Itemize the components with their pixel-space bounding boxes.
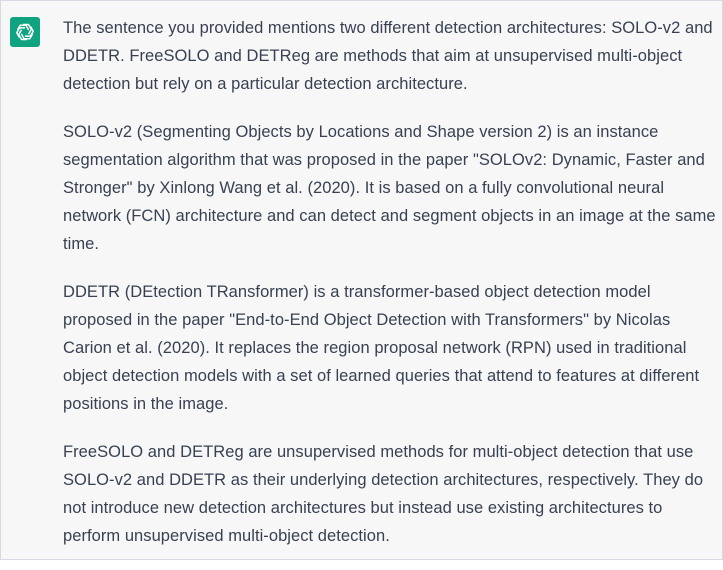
message-paragraph-2: SOLO-v2 (Segmenting Objects by Locations and Shape version 2) is an instance segmentation algorithm that was proposed in the paper "SOLOv2: Dynamic, Faster and Stronger" by Xinlong Wang et al. (2020). It is based on a fully convolutional neural network (FCN) architecture and can detect and segment objects in an image at the same time.: [63, 123, 716, 253]
assistant-avatar: [10, 17, 40, 47]
openai-logo-icon: [14, 21, 36, 43]
message-paragraph-3: DDETR (DEtection TRansformer) is a transformer-based object detection model proposed in the paper "End-to-End Object Detection with Transformers" by Nicolas Carion et al. (2020). It replaces the region proposal network (RPN) used in traditional object detection models with a set of learned queries that attend to features at different positions in the image.: [63, 283, 700, 413]
message-paragraph-1: The sentence you provided mentions two different detection architectures: SOLO-v2 and DDETR. FreeSOLO and DETReg are methods that aim at unsupervised multi-object detection but rely on a particular detection architecture.: [63, 19, 713, 93]
message-paragraph-4: FreeSOLO and DETReg are unsupervised methods for multi-object detection that use SOLO-v2 and DDETR as their underlying detection architectures, respectively. They do not introduce new detection architectures but instead use existing architectures to perform unsupervised multi-object detection.: [63, 443, 704, 545]
assistant-message-text: [63, 14, 718, 570]
